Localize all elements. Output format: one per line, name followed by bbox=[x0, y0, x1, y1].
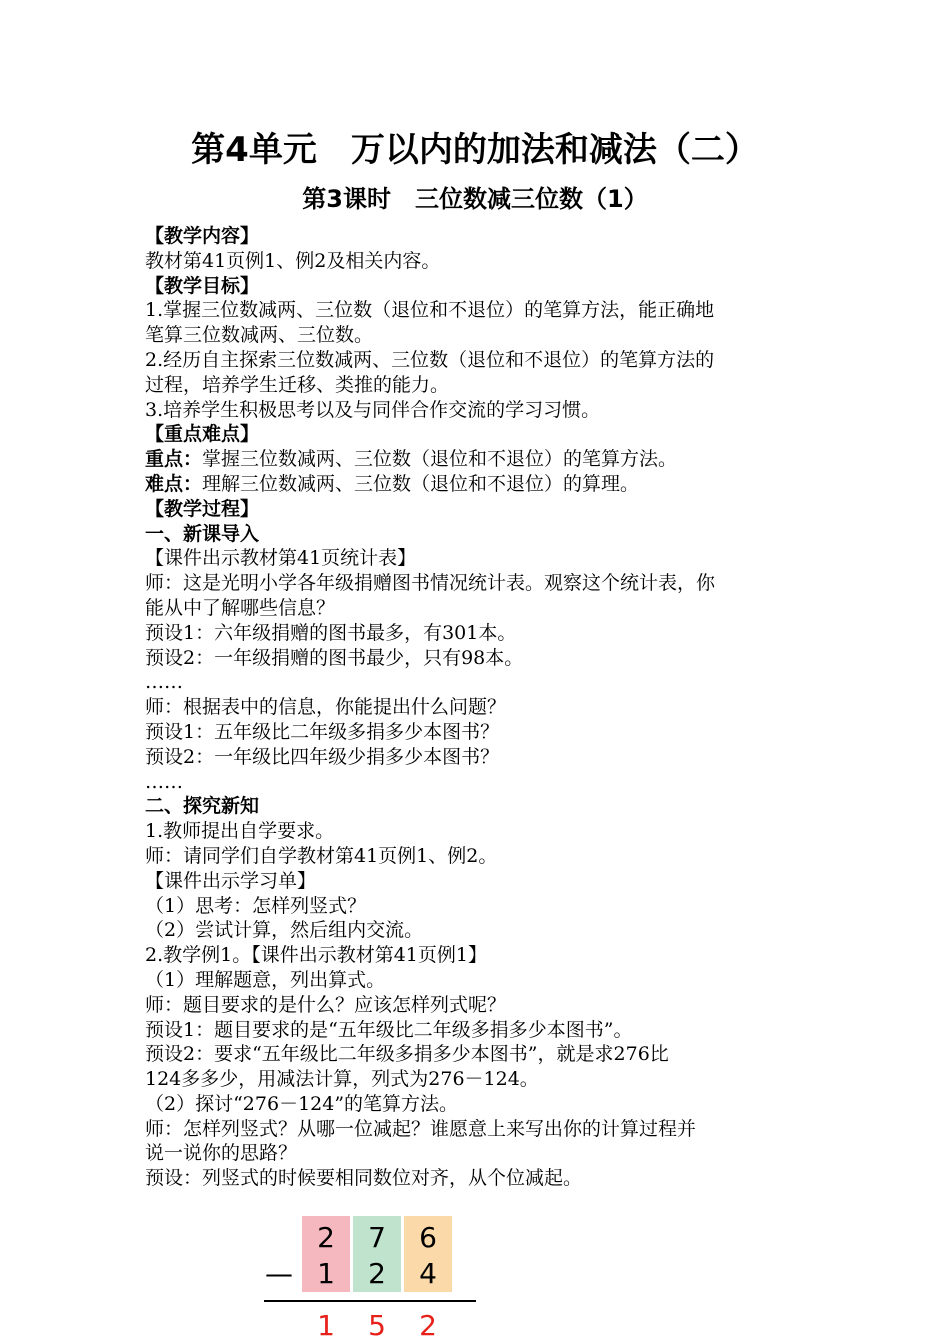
minuend-tens-digit: 7 bbox=[368, 1221, 386, 1254]
lesson-body bbox=[145, 224, 810, 1191]
text-line: 预设2：要求“五年级比二年级多捐多少本图书”，就是求276比 bbox=[145, 1043, 669, 1066]
text-line: 预设：列竖式的时候要相同数位对齐，从个位减起。 bbox=[145, 1167, 583, 1190]
result-hundreds-digit: 1 bbox=[317, 1309, 335, 1342]
ellipsis-line: …… bbox=[145, 671, 183, 694]
text-line: 【课件出示学习单】 bbox=[145, 869, 317, 892]
key-point-line bbox=[145, 447, 810, 472]
text-line: 1.教师提出自学要求。 bbox=[145, 820, 335, 843]
section-heading: 【重点难点】 bbox=[145, 423, 260, 446]
subtrahend-tens-digit: 2 bbox=[368, 1257, 386, 1290]
text-line: 【课件出示教材第41页统计表】 bbox=[145, 547, 417, 570]
subsection-heading: 二、探究新知 bbox=[145, 795, 260, 818]
text-line: 说一说你的思路？ bbox=[145, 1142, 298, 1165]
key-point-text: 掌握三位数减两、三位数（退位和不退位）的笔算方法。 bbox=[202, 448, 678, 471]
ellipsis-line: …… bbox=[145, 770, 183, 793]
section-heading: 【教学内容】 bbox=[145, 225, 260, 247]
minus-sign: — bbox=[265, 1257, 293, 1290]
text-line: 笔算三位数减两、三位数。 bbox=[145, 324, 374, 347]
result-ones-digit: 2 bbox=[419, 1309, 437, 1342]
difficult-point-label: 难点： bbox=[145, 472, 203, 495]
text-line: 1.掌握三位数减两、三位数（退位和不退位）的笔算方法，能正确地 bbox=[145, 299, 715, 322]
text-line: 师：这是光明小学各年级捐赠图书情况统计表。观察这个统计表，你 bbox=[145, 572, 716, 595]
text-line: 2.经历自主探索三位数减两、三位数（退位和不退位）的笔算方法的 bbox=[145, 348, 715, 371]
text-line: 124多多少，用减法计算，列式为276－124。 bbox=[145, 1068, 539, 1091]
subtrahend-ones-digit: 4 bbox=[419, 1257, 437, 1290]
text-line: 预设1：六年级捐赠的图书最多，有301本。 bbox=[145, 621, 517, 644]
text-line: （1）理解题意，列出算式。 bbox=[145, 968, 386, 991]
text-line: 师：题目要求的是什么？应该怎样列式呢？ bbox=[145, 993, 507, 1016]
subsection-heading: 一、新课导入 bbox=[145, 522, 260, 545]
text-line: 3.培养学生积极思考以及与同伴合作交流的学习习惯。 bbox=[145, 398, 601, 421]
result-tens-digit: 5 bbox=[368, 1309, 386, 1342]
text-line: 预设2：一年级捐赠的图书最少，只有98本。 bbox=[145, 646, 524, 669]
minuend-hundreds-digit: 2 bbox=[317, 1221, 335, 1254]
subtrahend-hundreds-digit: 1 bbox=[317, 1257, 335, 1290]
vertical-subtraction bbox=[262, 1216, 492, 1344]
key-point-label: 重点： bbox=[145, 448, 203, 471]
difficult-point-line bbox=[145, 472, 810, 497]
difficult-point-text: 理解三位数减两、三位数（退位和不退位）的算理。 bbox=[202, 472, 640, 495]
result-line bbox=[264, 1300, 476, 1302]
section-heading: 【教学目标】 bbox=[145, 274, 260, 297]
text-line: 师：请同学们自学教材第41页例1、例2。 bbox=[145, 844, 498, 867]
text-line: 预设2：一年级比四年级少捐多少本图书？ bbox=[145, 745, 500, 768]
text-line: 预设1：题目要求的是“五年级比二年级多捐多少本图书”。 bbox=[145, 1018, 633, 1041]
text-line: 2.教学例1。【课件出示教材第41页例1】 bbox=[145, 944, 487, 967]
page-title: 第4单元 万以内的加法和减法（二） bbox=[191, 130, 759, 170]
text-line: 能从中了解哪些信息？ bbox=[145, 596, 336, 619]
text-line: 教材第41页例1、例2及相关内容。 bbox=[145, 249, 441, 272]
text-line: （1）思考：怎样列竖式？ bbox=[145, 894, 367, 917]
text-line: 预设1：五年级比二年级多捐多少本图书？ bbox=[145, 720, 500, 743]
lesson-subtitle: 第3课时 三位数减三位数（1） bbox=[302, 185, 648, 213]
text-line: （2）尝试计算，然后组内交流。 bbox=[145, 919, 424, 942]
text-line: 师：根据表中的信息，你能提出什么问题？ bbox=[145, 696, 507, 719]
text-line: 过程，培养学生迁移、类推的能力。 bbox=[145, 373, 450, 396]
minuend-ones-digit: 6 bbox=[419, 1221, 437, 1254]
section-heading: 【教学过程】 bbox=[145, 497, 260, 520]
text-line: （2）探讨“276－124”的笔算方法。 bbox=[145, 1092, 459, 1115]
text-line: 师：怎样列竖式？从哪一位减起？谁愿意上来写出你的计算过程并 bbox=[145, 1117, 697, 1140]
